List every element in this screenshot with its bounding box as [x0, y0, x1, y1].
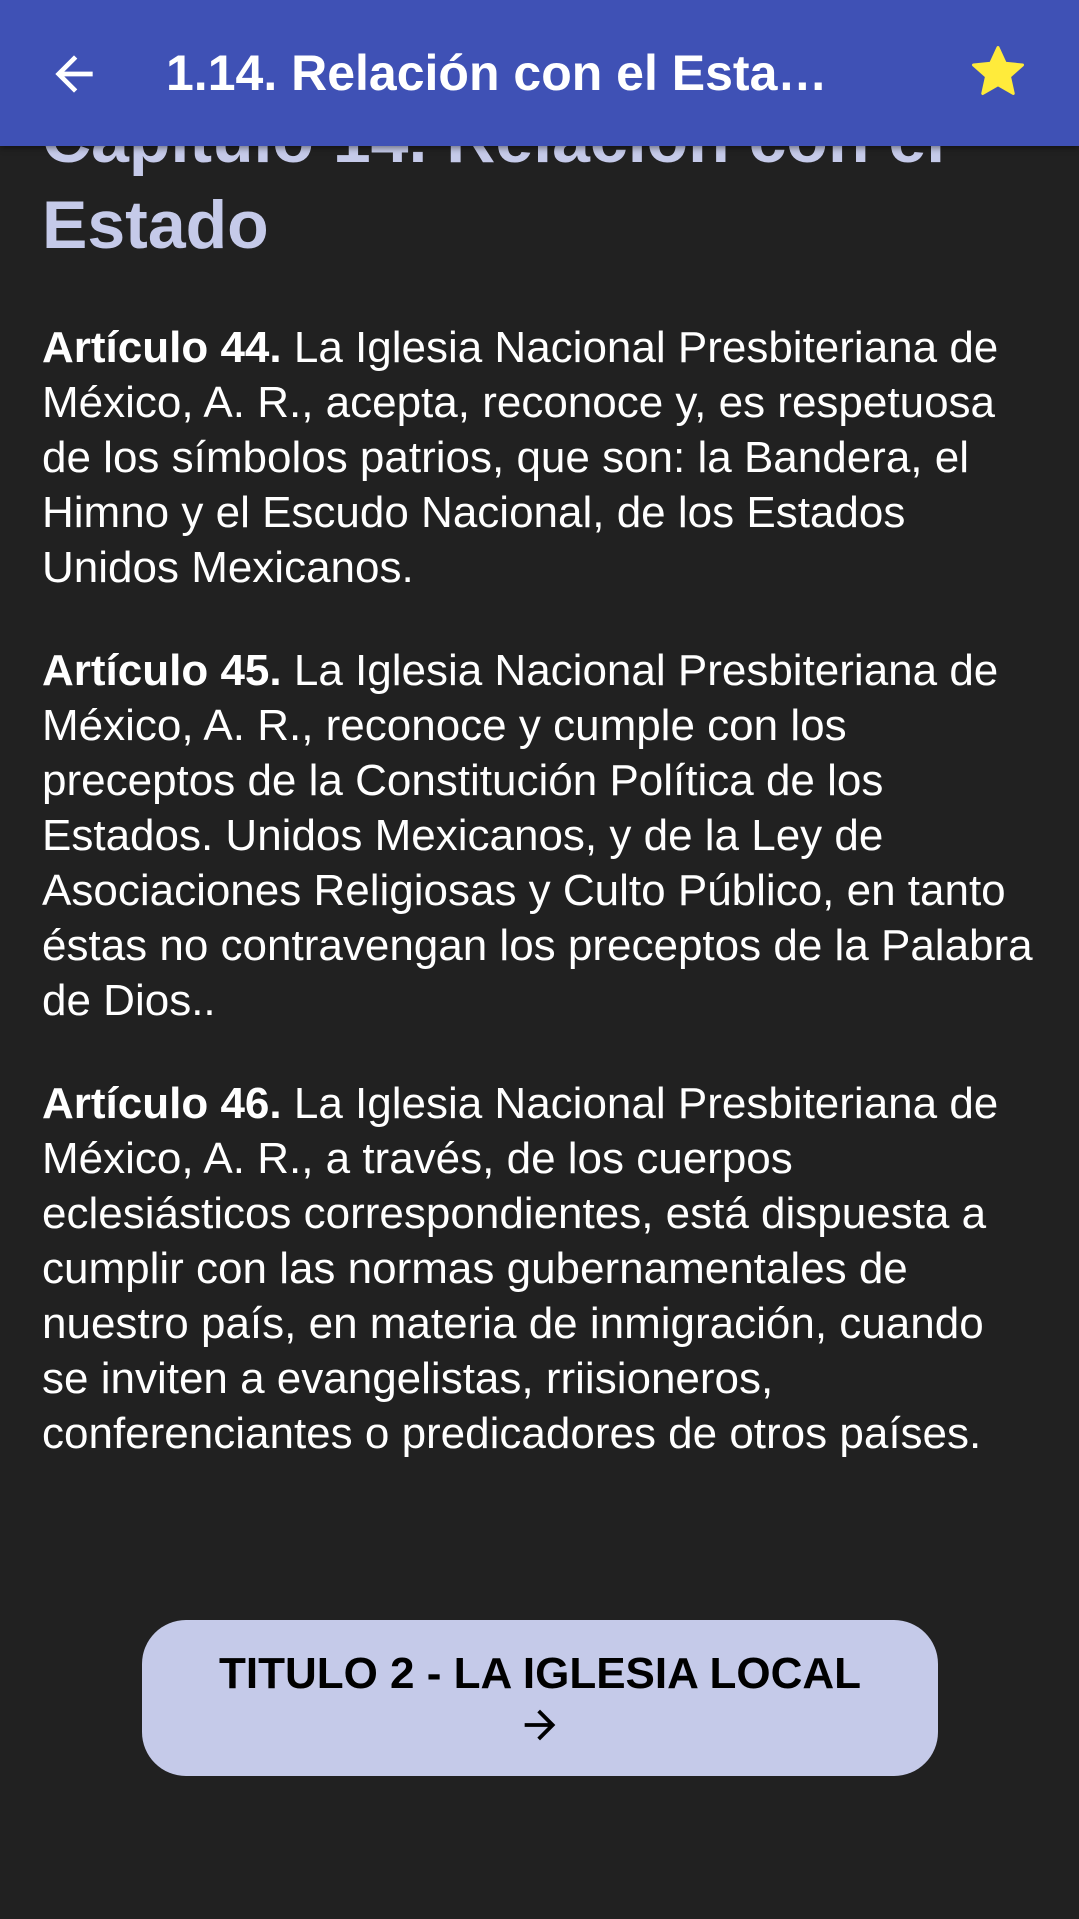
article-label: Artículo 46. [42, 1079, 282, 1128]
article-label: Artículo 44. [42, 323, 282, 372]
article-44 [42, 320, 1042, 595]
star-icon [968, 42, 1028, 102]
app-bar [0, 0, 1079, 146]
favorite-button[interactable] [966, 40, 1030, 104]
article-label: Artículo 45. [42, 646, 282, 695]
article-text: La Iglesia Nacional Presbiteriana de México, A. R., acepta, reconoce y, es respetuosa de los símbolos patrios, que son: la Bandera, el Himno y el Escudo Nacional, de los Estados Unidos Mexicanos. [42, 323, 999, 592]
arrow-left-icon [46, 46, 102, 102]
back-button[interactable] [38, 44, 110, 104]
article-text: La Iglesia Nacional Presbiteriana de México, A. R., a través, de los cuerpos eclesiásticos correspondientes, está dispuesta a cumplir con las normas gubernamentales de nuestro país, en materia de inmigración, cuando se inviten a evangelistas, rriisioneros, conferenciantes o predicadores de otros países. [42, 1079, 999, 1458]
next-title-label: TITULO 2 - LA IGLESIA LOCAL [218, 1649, 862, 1698]
app-bar-title: 1.14. Relación con el Esta… [166, 45, 828, 101]
article-45 [42, 643, 1042, 1028]
article-46 [42, 1076, 1042, 1461]
article-text: La Iglesia Nacional Presbiteriana de México, A. R., reconoce y cumple con los preceptos de la Constitución Política de los Estados. Unidos Mexicanos, y de la Ley de Asociaciones Religiosas y Culto Público, en tanto éstas no contravengan los preceptos de la Palabra de Dios.. [42, 646, 1033, 1025]
arrow-right-icon [517, 1702, 563, 1748]
next-title-button[interactable] [142, 1620, 938, 1776]
chapter-title-line2: Estado [42, 187, 269, 263]
